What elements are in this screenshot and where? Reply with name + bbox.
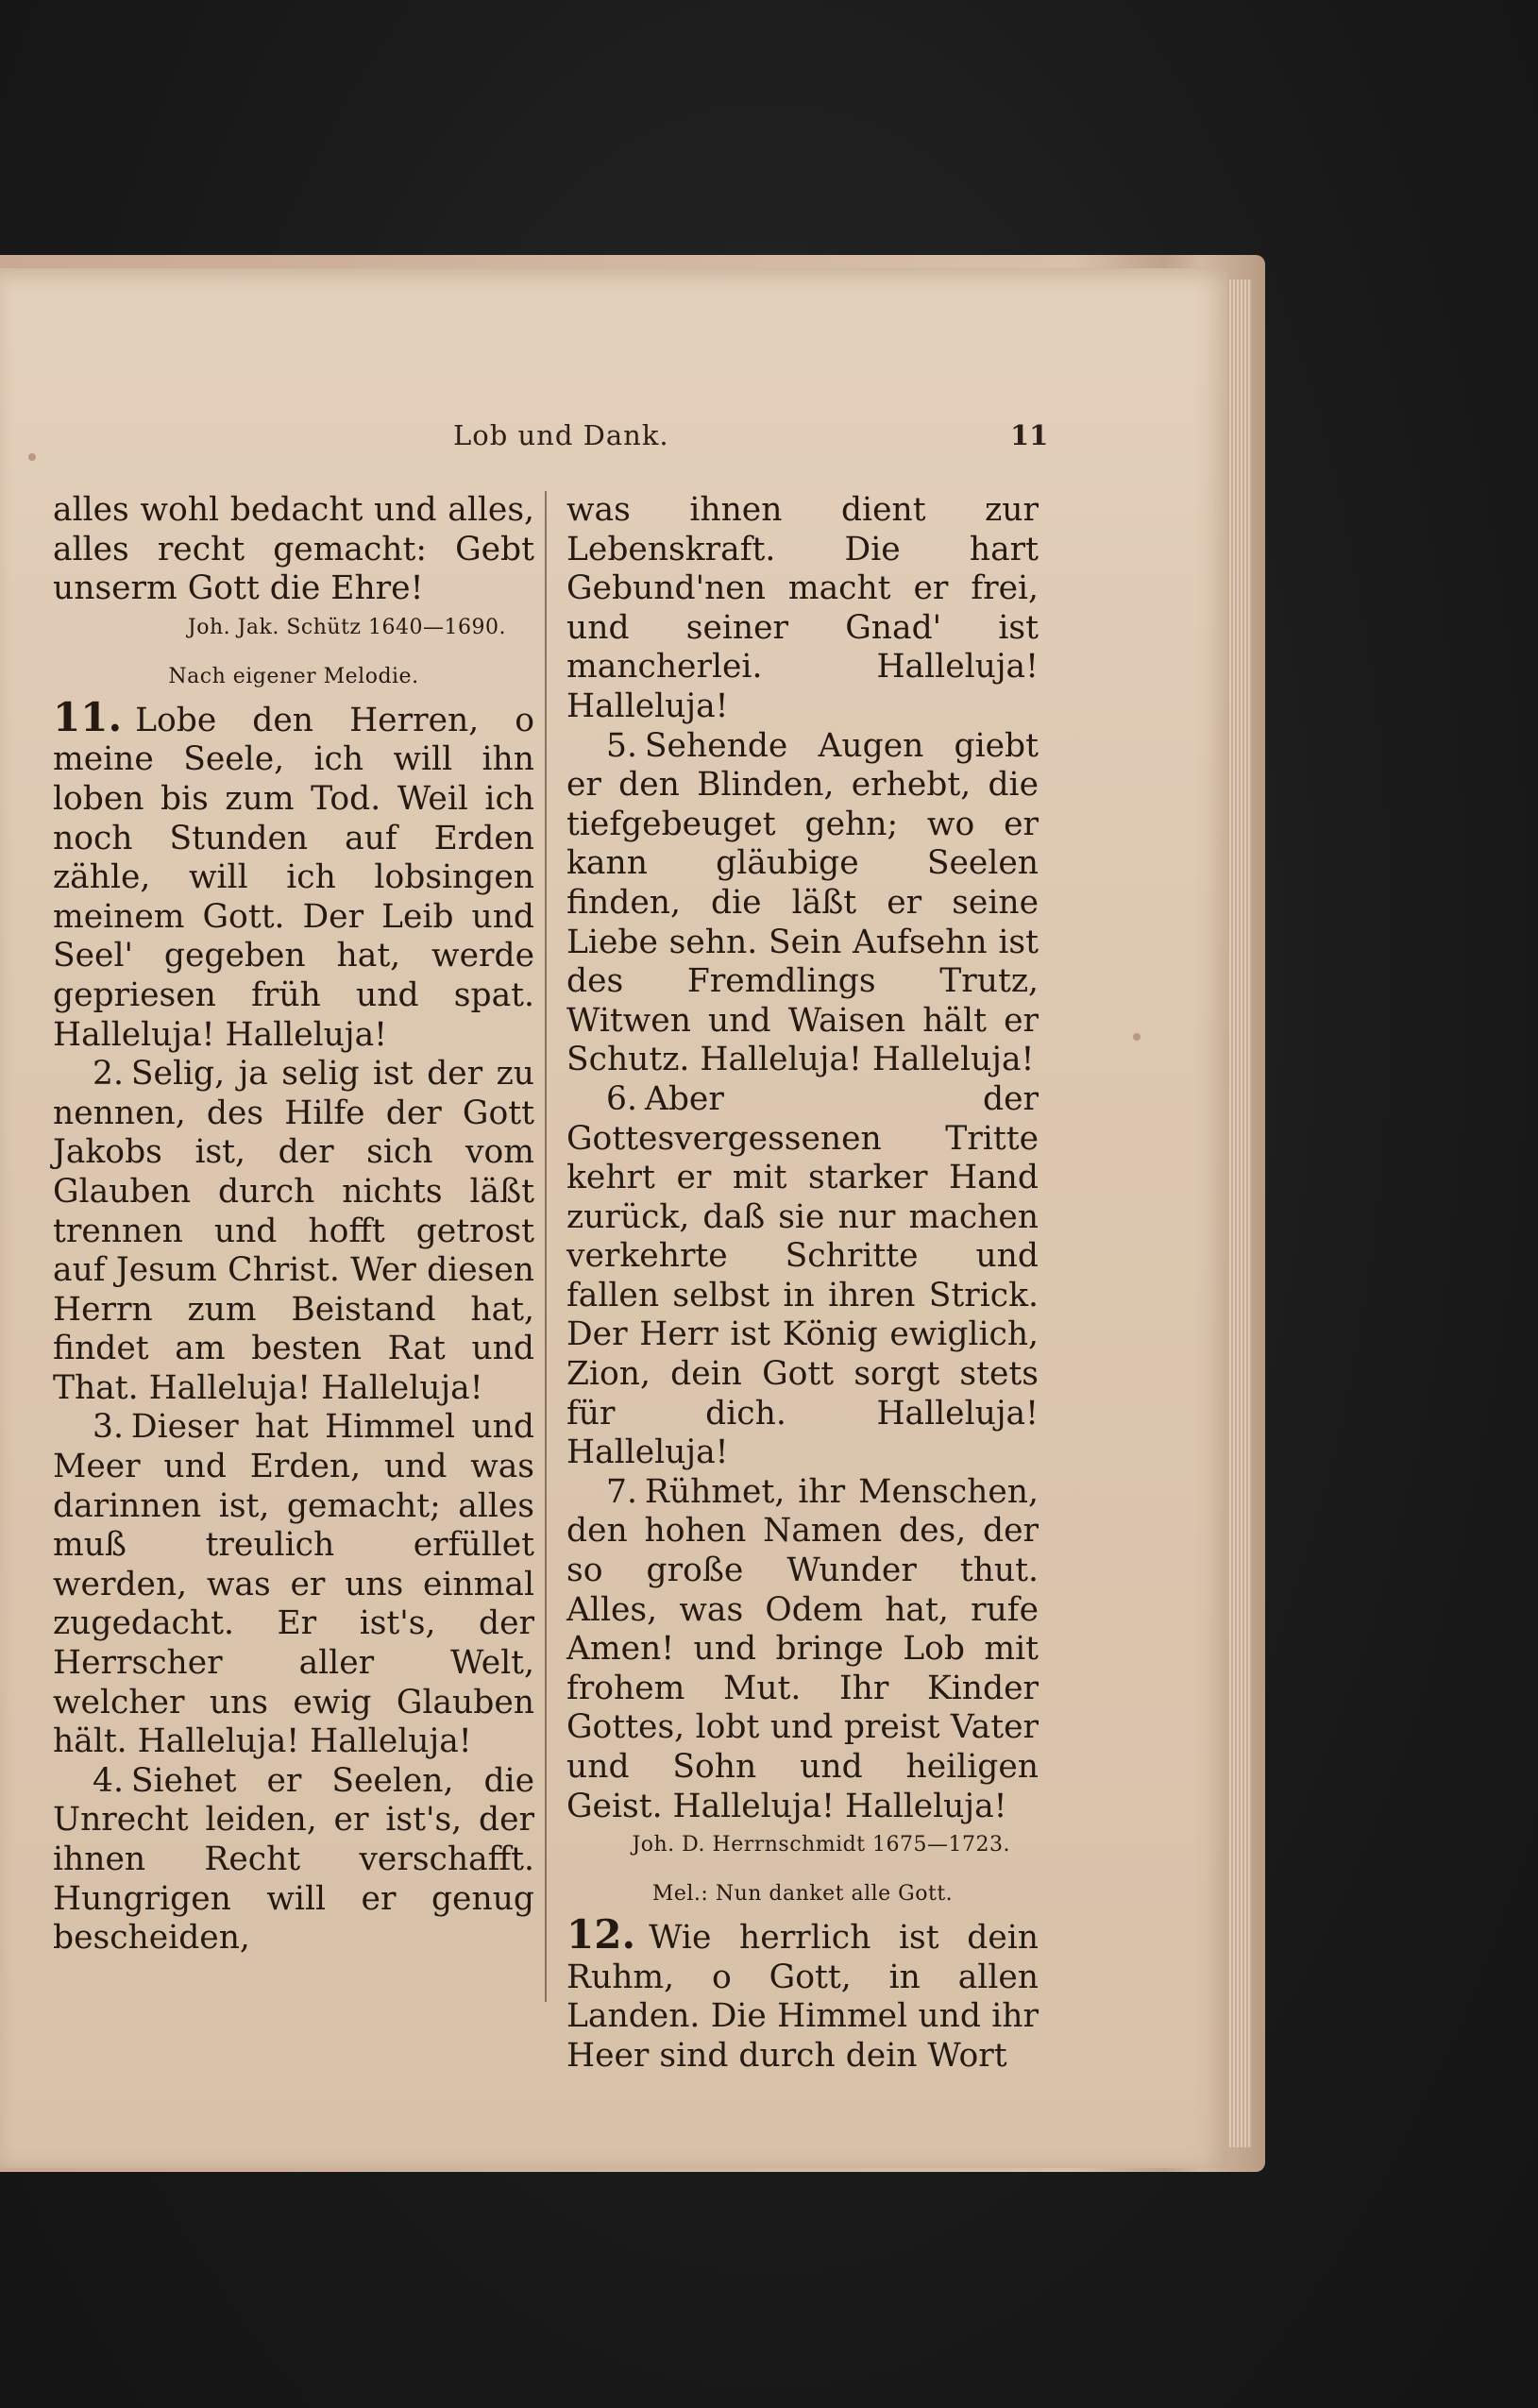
paper-speck (28, 453, 36, 461)
verse-number: 5. (606, 726, 637, 765)
right-column (566, 491, 1039, 2077)
left-column (53, 491, 534, 1959)
verse-text: Selig, ja selig ist der zu nennen, des Hilfe der Gott Jakobs ist, der sich vom Glauben durch nichts läßt trennen und hofft getrost auf Jesum Christ. Wer diesen Herrn zum Beistand hat, findet am besten Rat und That. Halleluja! Halleluja! (53, 1055, 534, 1407)
hymn-number: 11. (53, 693, 123, 740)
verse-number: 4. (93, 1761, 124, 1800)
author-attribution: Joh. Jak. Schütz 1640—1690. (187, 615, 506, 639)
verse-number: 7. (606, 1472, 637, 1511)
page-number: 11 (1010, 419, 1049, 451)
verse-text: Siehet er Seelen, die Unrecht leiden, er ist's, der ihnen Recht verschafft. Hungrigen will er genug bescheiden, (53, 1761, 534, 1958)
verse-text: Dieser hat Himmel und Meer und Erden, und was darinnen ist, gemacht; alles muß treulich erfüllet werden, was er uns einmal zugedacht. Er ist's, der Herrscher aller Welt, welcher uns ewig Glauben hält. Halleluja! Halleluja! (53, 1408, 534, 1761)
hymn-12-verse-1 (566, 1911, 1039, 2076)
running-head: Lob und Dank. (453, 419, 669, 451)
hymn-number: 12. (566, 1911, 636, 1959)
author-attribution: Joh. D. Herrnschmidt 1675—1723. (632, 1833, 1010, 1857)
verse-number: 2. (93, 1055, 124, 1094)
hymn-11-verse-3 (53, 1408, 534, 1761)
page-header (0, 419, 1227, 466)
book-page (0, 268, 1227, 2168)
melody-note: Nach eigener Melodie. (168, 664, 419, 688)
verse-text: Wie herrlich ist dein Ruhm, o Gott, in allen Landen. Die Himmel und ihr Heer sind durch dein Wort (566, 1919, 1039, 2075)
column-divider (545, 491, 547, 2002)
verse-text: Lobe den Herren, o meine Seele, ich will ihn loben bis zum Tod. Weil ich noch Stunden auf Erden zähle, will ich lobsingen meinem Gott. Der Leib und Seel' gegeben hat, werde gepriesen früh und spat. Halleluja! Halleluja! (53, 701, 534, 1054)
hymn-11-verse-4 (53, 1762, 534, 1959)
hymn-11-verse-5 (566, 727, 1039, 1080)
paper-speck (1133, 1033, 1141, 1041)
verse-number: 3. (93, 1408, 124, 1447)
melody-note: Mel.: Nun danket alle Gott. (651, 1882, 954, 1907)
verse-4-continuation: was ihnen dient zur Lebenskraft. Die hart Gebund'nen macht er frei, und seiner Gnad' ist mancherlei. Halleluja! Halleluja! (566, 491, 1039, 725)
hymn-11-verse-7 (566, 1473, 1039, 1826)
verse-continuation: alles wohl bedacht und alles, alles recht gemacht: Gebt unserm Gott die Ehre! (53, 491, 534, 608)
verse-text: Rühmet, ihr Menschen, den hohen Namen des, der so große Wunder thut. Alles, was Odem hat, rufe Amen! und bringe Lob mit frohem Mut. Ihr Kinder Gottes, lobt und preist Vater und Sohn und heiligen Geist. Halleluja! Halleluja! (566, 1472, 1039, 1825)
hymn-11-verse-2 (53, 1055, 534, 1408)
hymn-11-verse-1 (53, 693, 534, 1055)
verse-text: Sehende Augen giebt er den Blinden, erhebt, die tiefgebeuget gehn; wo er kann gläubige Seelen finden, die läßt er seine Liebe sehn. Sein Aufsehn ist des Fremdlings Trutz, Witwen und Waisen hält er Schutz. Halleluja! Halleluja! (566, 726, 1039, 1079)
verse-text: Aber der Gottesvergessenen Tritte kehrt er mit starker Hand zurück, daß sie nur machen verkehrte Schritte und fallen selbst in ihren Strick. Der Herr ist König ewiglich, Zion, dein Gott sorgt stets für dich. Halleluja! Halleluja! (566, 1079, 1039, 1472)
verse-number: 6. (606, 1079, 637, 1118)
hymn-11-verse-6 (566, 1080, 1039, 1473)
